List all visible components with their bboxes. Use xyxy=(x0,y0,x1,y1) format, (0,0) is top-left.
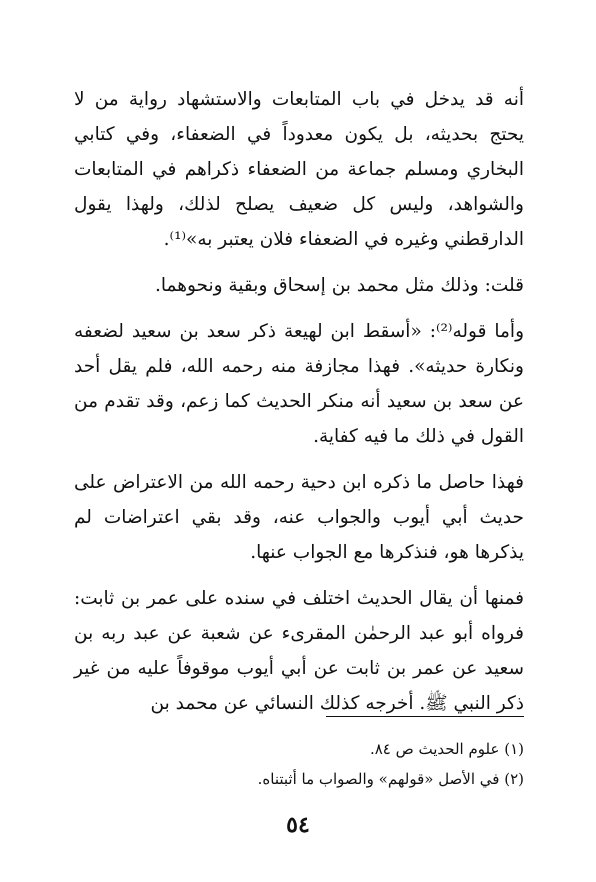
paragraph-4: فهذا حاصل ما ذكره ابن دحية رحمه الله من الاعتراض على حديث أبي أيوب والجواب عنه، وقد بقي اعتراضات لم يذكرها هو، فنذكرها مع الجواب عنها. xyxy=(74,472,524,563)
footnotes xyxy=(74,734,524,794)
paragraph-2: قلت: وذلك مثل محمد بن إسحاق وبقية ونحوهما. xyxy=(155,275,524,296)
footnote-1: (١) علوم الحديث ص ٨٤. xyxy=(369,740,524,758)
main-text xyxy=(74,82,524,732)
footnote-2: (٢) في الأصل «قولهم» والصواب ما أثبتناه. xyxy=(257,770,524,788)
page-number: ٥٤ xyxy=(286,812,310,838)
paragraph-1: أنه قد يدخل في باب المتابعات والاستشهاد رواية من لا يحتج بحديثه، بل يكون معدوداً في الضعفاء، وفي كتابي البخاري ومسلم جماعة من الضعفاء ذكراهم في المتابعات والشواهد، وليس كل ضعيف يصلح لذلك، ولهذا يقول الدارقطني وغيره في الضعفاء فلان يعتبر به»⁽¹⁾. xyxy=(74,89,524,250)
paragraph-3: وأما قوله⁽²⁾: «أسقط ابن لهيعة ذكر سعد بن سعيد لضعفه ونكارة حديثه». فهذا مجازفة منه رحمه الله، فلم يقل أحد عن سعد بن سعيد أنه منكر الحديث كما زعم، وقد تقدم من القول في ذلك ما فيه كفاية. xyxy=(74,321,524,447)
paragraph-5: فمنها أن يقال الحديث اختلف في سنده على عمر بن ثابت: فرواه أبو عبد الرحمٰن المقرىء عن شعبة عن عبد ربه بن سعيد عن عمر بن ثابت عن أبي أيوب موقوفاً عليه من غير ذكر النبي ﷺ. أخرجه كذلك النسائي عن محمد بن xyxy=(74,588,524,714)
footnote-divider xyxy=(326,716,524,717)
